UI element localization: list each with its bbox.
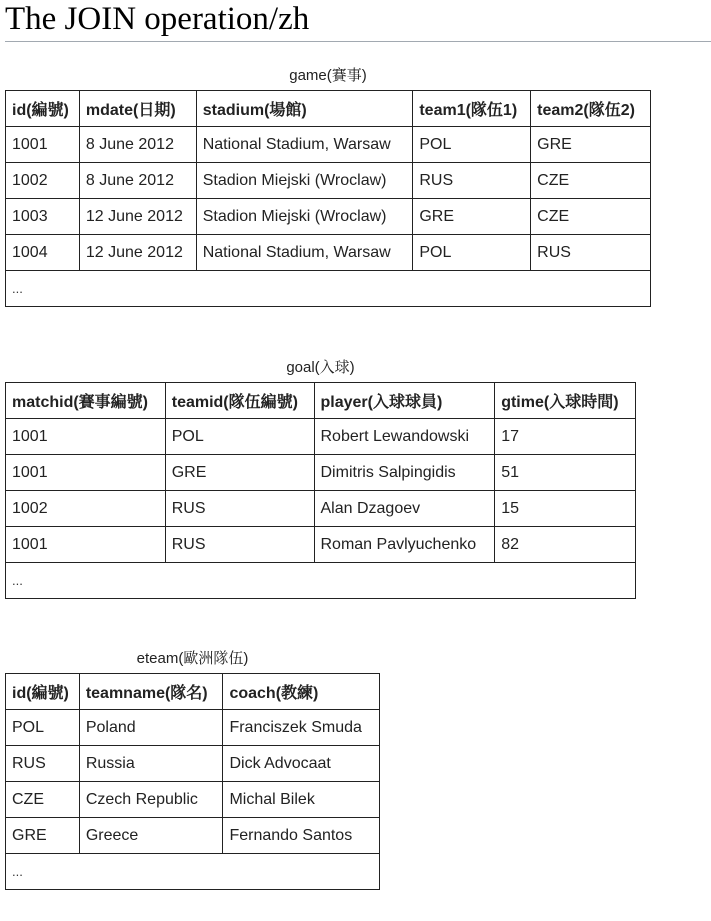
- table-cell: Stadion Miejski (Wroclaw): [196, 199, 413, 235]
- table-cell: Fernando Santos: [223, 818, 380, 854]
- table-cell: Roman Pavlyuchenko: [314, 527, 495, 563]
- table-cell: RUS: [531, 235, 651, 271]
- goal-col-matchid: matchid(賽事編號): [6, 383, 166, 419]
- table-row: [6, 782, 380, 818]
- goal-col-teamid: teamid(隊伍編號): [165, 383, 314, 419]
- table-ellipsis-row: [6, 854, 380, 890]
- table-cell: 1001: [6, 527, 166, 563]
- ellipsis-cell: ...: [6, 563, 636, 599]
- table-cell: CZE: [531, 163, 651, 199]
- table-cell: RUS: [6, 746, 80, 782]
- table-cell: 15: [495, 491, 636, 527]
- table-cell: Dick Advocaat: [223, 746, 380, 782]
- eteam-table-caption: eteam(歐洲隊伍): [136, 650, 249, 667]
- table-cell: 82: [495, 527, 636, 563]
- table-cell: Dimitris Salpingidis: [314, 455, 495, 491]
- table-row: [6, 127, 651, 163]
- table-cell: 1002: [6, 491, 166, 527]
- table-cell: RUS: [413, 163, 531, 199]
- table-cell: 51: [495, 455, 636, 491]
- eteam-header-row: [6, 674, 380, 710]
- table-cell: 12 June 2012: [79, 235, 196, 271]
- table-cell: 1003: [6, 199, 80, 235]
- page-title: The JOIN operation/zh: [5, 0, 711, 42]
- game-header-row: [6, 91, 651, 127]
- table-ellipsis-row: [6, 563, 636, 599]
- eteam-table: [5, 673, 380, 890]
- table-cell: GRE: [6, 818, 80, 854]
- table-row: [6, 419, 636, 455]
- eteam-col-coach: coach(教練): [223, 674, 380, 710]
- game-col-stadium: stadium(場館): [196, 91, 413, 127]
- table-row: [6, 710, 380, 746]
- table-cell: GRE: [165, 455, 314, 491]
- game-col-team2: team2(隊伍2): [531, 91, 651, 127]
- game-col-team1: team1(隊伍1): [413, 91, 531, 127]
- table-cell: 1004: [6, 235, 80, 271]
- table-row: [6, 527, 636, 563]
- table-row: [6, 491, 636, 527]
- table-cell: POL: [413, 235, 531, 271]
- table-cell: Czech Republic: [79, 782, 223, 818]
- table-cell: CZE: [531, 199, 651, 235]
- table-row: [6, 455, 636, 491]
- game-col-id: id(編號): [6, 91, 80, 127]
- goal-table-caption: goal(入球): [286, 359, 355, 376]
- table-row: [6, 235, 651, 271]
- table-cell: 1002: [6, 163, 80, 199]
- table-cell: 8 June 2012: [79, 127, 196, 163]
- table-ellipsis-row: [6, 271, 651, 307]
- game-col-mdate: mdate(日期): [79, 91, 196, 127]
- goal-col-gtime: gtime(入球時間): [495, 383, 636, 419]
- goal-header-row: [6, 383, 636, 419]
- table-cell: Robert Lewandowski: [314, 419, 495, 455]
- table-cell: Stadion Miejski (Wroclaw): [196, 163, 413, 199]
- table-cell: Alan Dzagoev: [314, 491, 495, 527]
- table-cell: GRE: [531, 127, 651, 163]
- table-cell: 1001: [6, 455, 166, 491]
- table-cell: POL: [6, 710, 80, 746]
- table-cell: Poland: [79, 710, 223, 746]
- goal-col-player: player(入球球員): [314, 383, 495, 419]
- goal-table: [5, 382, 636, 599]
- table-cell: 17: [495, 419, 636, 455]
- table-cell: GRE: [413, 199, 531, 235]
- table-cell: Franciszek Smuda: [223, 710, 380, 746]
- eteam-col-id: id(編號): [6, 674, 80, 710]
- table-cell: 1001: [6, 127, 80, 163]
- table-cell: National Stadium, Warsaw: [196, 235, 413, 271]
- table-cell: Michal Bilek: [223, 782, 380, 818]
- table-cell: CZE: [6, 782, 80, 818]
- table-cell: 1001: [6, 419, 166, 455]
- table-cell: Greece: [79, 818, 223, 854]
- ellipsis-cell: ...: [6, 854, 380, 890]
- table-cell: 8 June 2012: [79, 163, 196, 199]
- table-cell: POL: [413, 127, 531, 163]
- game-table-caption: game(賽事): [289, 67, 367, 84]
- table-row: [6, 818, 380, 854]
- eteam-col-teamname: teamname(隊名): [79, 674, 223, 710]
- table-cell: RUS: [165, 491, 314, 527]
- table-cell: RUS: [165, 527, 314, 563]
- table-cell: National Stadium, Warsaw: [196, 127, 413, 163]
- table-cell: POL: [165, 419, 314, 455]
- table-row: [6, 163, 651, 199]
- table-row: [6, 199, 651, 235]
- ellipsis-cell: ...: [6, 271, 651, 307]
- game-table: [5, 90, 651, 307]
- table-cell: 12 June 2012: [79, 199, 196, 235]
- table-cell: Russia: [79, 746, 223, 782]
- table-row: [6, 746, 380, 782]
